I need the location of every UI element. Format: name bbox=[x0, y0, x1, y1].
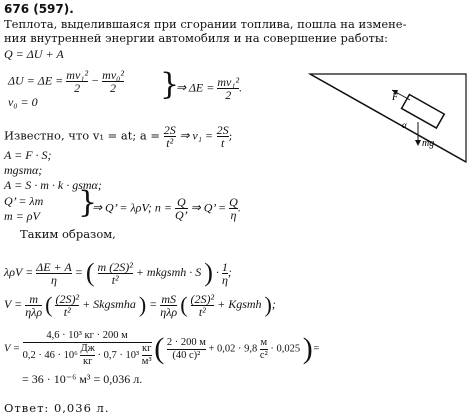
de-result: ⇒ ΔE = $\frac{\text{mv₁²}}{2}$ . bbox=[176, 75, 243, 102]
kinetic-fraction-0: $\frac{\text{mv₀²}}{2}$ bbox=[102, 68, 124, 95]
m-rho-v: m = ρV bbox=[4, 209, 40, 223]
thus-label: Таким образом, bbox=[20, 227, 116, 241]
q-definition: Q = ΔU + A bbox=[4, 47, 64, 61]
car-block bbox=[402, 95, 445, 129]
work-full: A = S · m · k · gsmα; bbox=[4, 178, 102, 192]
right-brace-1: } bbox=[160, 67, 180, 102]
right-brace-2: } bbox=[78, 185, 98, 220]
efficiency-line: ⇒ Q’ = λρV; n = $\frac{Q}{Q’}$ ⇒ Q’ = $\frac{Q}{\eta}$ . bbox=[92, 195, 241, 222]
q-prime: Q’ = λm bbox=[4, 194, 44, 208]
gravity-arrowhead bbox=[415, 140, 421, 146]
du-lhs: ΔU = ΔE = bbox=[8, 73, 64, 88]
mgsma: mgsmα; bbox=[4, 163, 43, 177]
v0-zero: v₀ = 0 bbox=[8, 95, 38, 109]
alpha-label: α bbox=[402, 120, 407, 130]
work-fs: A = F · S; bbox=[4, 148, 52, 162]
lrv-equation: λρV = $\frac{\Delta E + A}{\eta}$ = ( $\frac{\text{m (2S)²}}{\text{t²}}$ + mkgsmh · S ) · $\frac{1}{\eta}$ ; bbox=[4, 258, 232, 287]
kinetic-fraction-1: $\frac{\text{mv₁²}}{2}$ bbox=[66, 68, 89, 95]
known-line: Известно, что v₁ = at; a = $\frac{2S}{\text{t²}}$ ⇒ v₁ = $\frac{2S}{t}$ ; bbox=[4, 123, 233, 150]
numeric-equation: V = 4,6 · 10³ кг · 200 м 0,2 · 46 · 10⁶ $\frac{Дж}{кг}$ · 0,7 · 10³ $\frac{кг}{\text{м³}}$ ( $\frac{2 \cdot 200 м}{\text{(40 с)²}}$ + 0,02 · 9,8 $\frac{м}{\text{с²}}$ · 0,025 )= bbox=[4, 330, 320, 367]
energy-equation: ΔU = ΔE = $\frac{\text{mv₁²}}{2}$ − $\frac{\text{mv₀²}}{2}$ bbox=[8, 68, 124, 95]
problem-number: 676 (597). bbox=[4, 2, 74, 16]
volume-equation: V = $\frac{m}{\text{ηλρ}}$ ( $\frac{\text{(2S)²}}{\text{t²}}$ + Skgsmha ) = $\frac{mS}{\text{ηλρ}}$ ( $\frac{\text{(2S)²}}{\text{t²}}$ + Kgsmh ); bbox=[4, 291, 276, 319]
answer-line: Ответ: 0,036 л. bbox=[4, 401, 110, 415]
force-label: F bbox=[392, 92, 399, 103]
mg-label: mg bbox=[422, 138, 435, 149]
intro-line-2: ния внутренней энергии автомобиля и на совершение работы: bbox=[4, 31, 388, 45]
inclined-plane-figure bbox=[300, 66, 472, 166]
intro-line-1: Теплота, выделившаяся при сгорании топлива, пошла на измене- bbox=[4, 17, 407, 31]
result-line: = 36 · 10⁻⁶ м³ = 0,036 л. bbox=[22, 372, 143, 386]
